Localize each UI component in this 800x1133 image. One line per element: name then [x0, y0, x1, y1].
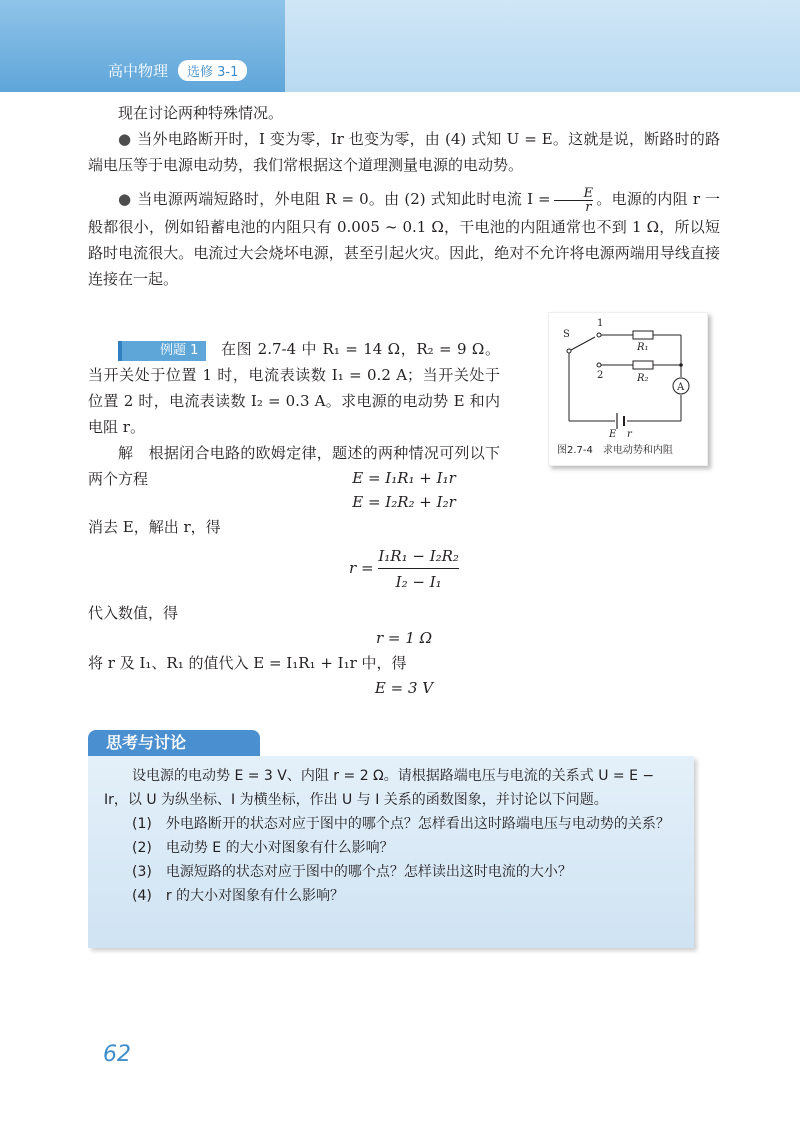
frac-lhs: r = — [349, 559, 374, 577]
r-frac-num: I₁R₁ − I₂R₂ — [378, 547, 459, 565]
example-statement — [88, 336, 500, 440]
label-2: 2 — [597, 370, 604, 381]
result-e: E = 3 V — [374, 679, 434, 697]
contact-2 — [597, 363, 601, 367]
substitute-step: 代入数值，得 — [88, 604, 179, 622]
inline-frac-num: E — [583, 185, 594, 201]
think-discuss-box — [88, 756, 694, 948]
label-r1: R₁ — [637, 342, 649, 353]
contact-1 — [597, 333, 601, 337]
example-tag: 例题 1 — [118, 341, 206, 361]
bullet-icon: ● — [118, 190, 132, 208]
r-fraction — [378, 544, 459, 594]
label-r: r — [627, 429, 632, 438]
think-question-2: (2) 电动势 E 的大小对图象有什么影响？ — [132, 840, 394, 856]
bullet1-text: 当外电路断开时，I 变为零，Ir 也变为零，由 (4) 式知 U = E。这就是说，断路时的路端电压等于电源电动势，我们常根据这个道理测量电源的电动势。 — [88, 130, 720, 174]
header-subject: 高中物理 — [108, 62, 169, 80]
label-a: A — [677, 382, 685, 393]
think-question-4: (4) r 的大小对图象有什么影响？ — [132, 888, 345, 904]
resistor-r1 — [633, 331, 653, 339]
result-r: r = 1 Ω — [375, 629, 433, 647]
label-s: S — [563, 329, 570, 340]
r-frac-den: I₂ − I₁ — [378, 568, 459, 594]
label-r2: R₂ — [637, 373, 649, 384]
eliminate-step: 消去 E，解出 r，得 — [88, 518, 221, 536]
equation-1: E = I₁R₁ + I₁r — [352, 469, 456, 487]
switch-blade — [571, 337, 595, 350]
bullet2-text-a: 当电源两端短路时，外电阻 R = 0。由 (2) 式知此时电流 I = — [137, 190, 551, 208]
bullet-icon: ● — [118, 130, 132, 148]
solution-intro: 解 根据闭合电路的欧姆定律，题述的两种情况可列以下两个方程 — [88, 444, 500, 488]
bullet2-text-b: 。电源的内阻 r 一般都很小，例如铅蓄电池的内阻只有 0.005 ~ 0.1 Ω，干电池的内阻通常也不到 1 Ω，所以短路时电流很大。电流过大会烧坏电源，甚至引起火灾。因此，绝对不允许将电源两端用导线直接连接在一起。 — [88, 190, 721, 288]
think-question-3: (3) 电源短路的状态对应于图中的哪个点？怎样读出这时电流的大小？ — [132, 864, 572, 880]
switch-pivot — [567, 349, 571, 353]
bullet-open-circuit — [88, 126, 720, 178]
header-course-badge: 选修 3-1 — [178, 60, 247, 81]
bullet-short-circuit — [88, 186, 720, 292]
label-e: E — [609, 429, 617, 438]
resistor-r2 — [633, 361, 653, 369]
header-band-light — [285, 0, 800, 92]
running-header — [108, 60, 247, 81]
think-discuss-title: 思考与讨论 — [88, 730, 260, 756]
think-question-1: (1) 外电路断开的状态对应于图中的哪个点？怎样看出这时路端电压与电动势的关系？ — [132, 816, 670, 832]
page-number: 62 — [103, 1042, 131, 1067]
example-problem-text: 在图 2.7-4 中 R₁ = 14 Ω，R₂ = 9 Ω。当开关处于位置 1 时，电流表读数 I₁ = 0.2 A；当开关处于位置 2 时，电流表读数 I₂ = 0.3 A。求电源的电动势 E 和内电阻 r。 — [88, 340, 500, 436]
equation-r-fraction — [88, 544, 720, 594]
figure-caption: 图2.7-4 求电动势和内阻 — [557, 445, 673, 456]
circuit-diagram — [549, 313, 707, 438]
special-cases-section — [88, 100, 720, 292]
label-1: 1 — [597, 318, 604, 329]
solution-steps — [88, 466, 720, 700]
inline-frac-den: r — [554, 200, 594, 214]
substitute-step-2: 将 r 及 I₁、R₁ 的值代入 E = I₁R₁ + I₁r 中，得 — [88, 654, 407, 672]
equation-2: E = I₂R₂ + I₂r — [352, 493, 456, 511]
think-intro: 设电源的电动势 E = 3 V、内阻 r = 2 Ω。请根据路端电压与电流的关系式 U = E − Ir，以 U 为纵坐标、I 为横坐标，作出 U 与 I 关系的函数图象，并讨论以下问题。 — [104, 768, 655, 808]
inline-fraction — [554, 187, 594, 214]
junction-dot — [679, 363, 683, 367]
intro-paragraph: 现在讨论两种特殊情况。 — [118, 104, 284, 122]
circuit-figure — [548, 312, 708, 466]
